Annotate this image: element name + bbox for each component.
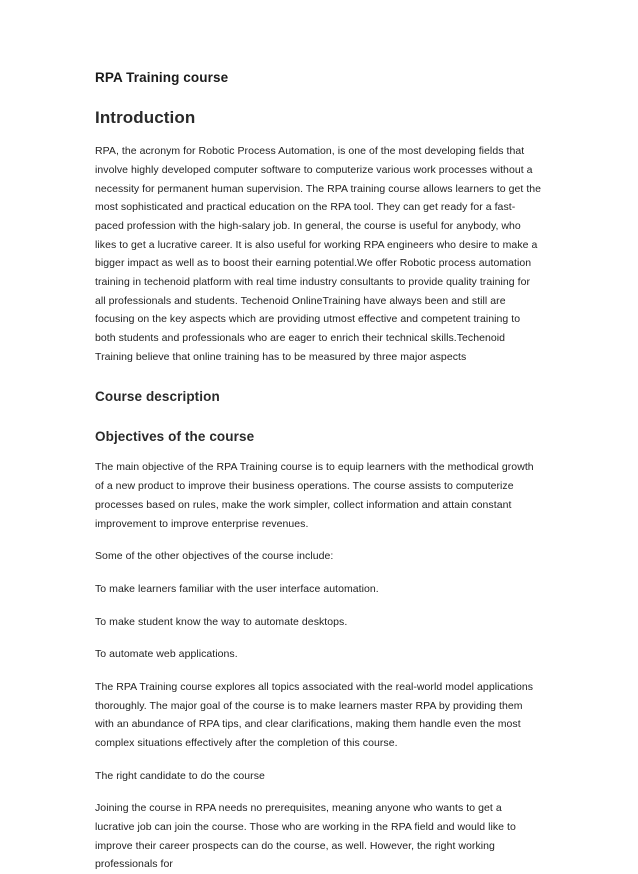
paragraph-objectives-intro-list: Some of the other objectives of the course include: (95, 550, 334, 563)
section-heading-introduction: Introduction (95, 107, 196, 127)
paragraph-objective-web-automation: To automate web applications. (95, 648, 238, 661)
paragraph-right-candidate-heading: The right candidate to do the course (95, 769, 265, 782)
page-title: RPA Training course (95, 70, 229, 85)
document-body (95, 70, 543, 874)
section-heading-course-description: Course description (95, 389, 220, 405)
paragraph-right-candidate-body: Joining the course in RPA needs no prerequisites, meaning anyone who wants to get a lucrative job can join the course. Those who are working in the RPA field and would like to improve their career prospects can do the course, as well. However, the right working professionals for (95, 802, 516, 871)
paragraph-objectives-main: The main objective of the RPA Training course is to equip learners with the methodical growth of a new product to improve their business operations. The course assists to computerize processes based on rules, make the work simpler, collect information and attain constant improvement to improve enterprise revenues. (95, 461, 534, 530)
paragraph-course-scope: The RPA Training course explores all topics associated with the real-world model applications thoroughly. The major goal of the course is to make learners master RPA by providing them with an abundance of RPA tips, and clear clarifications, making them handle even the most complex situations effectively after the completion of this course. (95, 680, 534, 750)
paragraph-introduction: RPA, the acronym for Robotic Process Automation, is one of the most developing fields that involve highly developed computer software to computerize various work processes without a necessity for permanent human supervision. The RPA training course allows learners to get the most sophisticated and practical education on the RPA tool. They can get ready for a fast-paced profession with the high-salary job. In general, the course is useful for anybody, who likes to get a lucrative career. It is also useful for working RPA engineers who desire to make a bigger impact as well as to boost their earning potential.We offer Robotic process automation training in techenoid platform with real time industry consultants to provide quality training for all professionals and students. Techenoid OnlineTraining have always been and still are focusing on the key aspects which are providing utmost effective and competent training to both students and professionals who are eager to enrich their technical skills.Techenoid Training believe that online training has to be measured by three major aspects (95, 145, 542, 363)
paragraph-objective-ui-automation: To make learners familiar with the user interface automation. (95, 582, 379, 595)
section-heading-objectives: Objectives of the course (95, 428, 255, 444)
paragraph-objective-desktop-automation: To make student know the way to automate desktops. (95, 615, 348, 628)
